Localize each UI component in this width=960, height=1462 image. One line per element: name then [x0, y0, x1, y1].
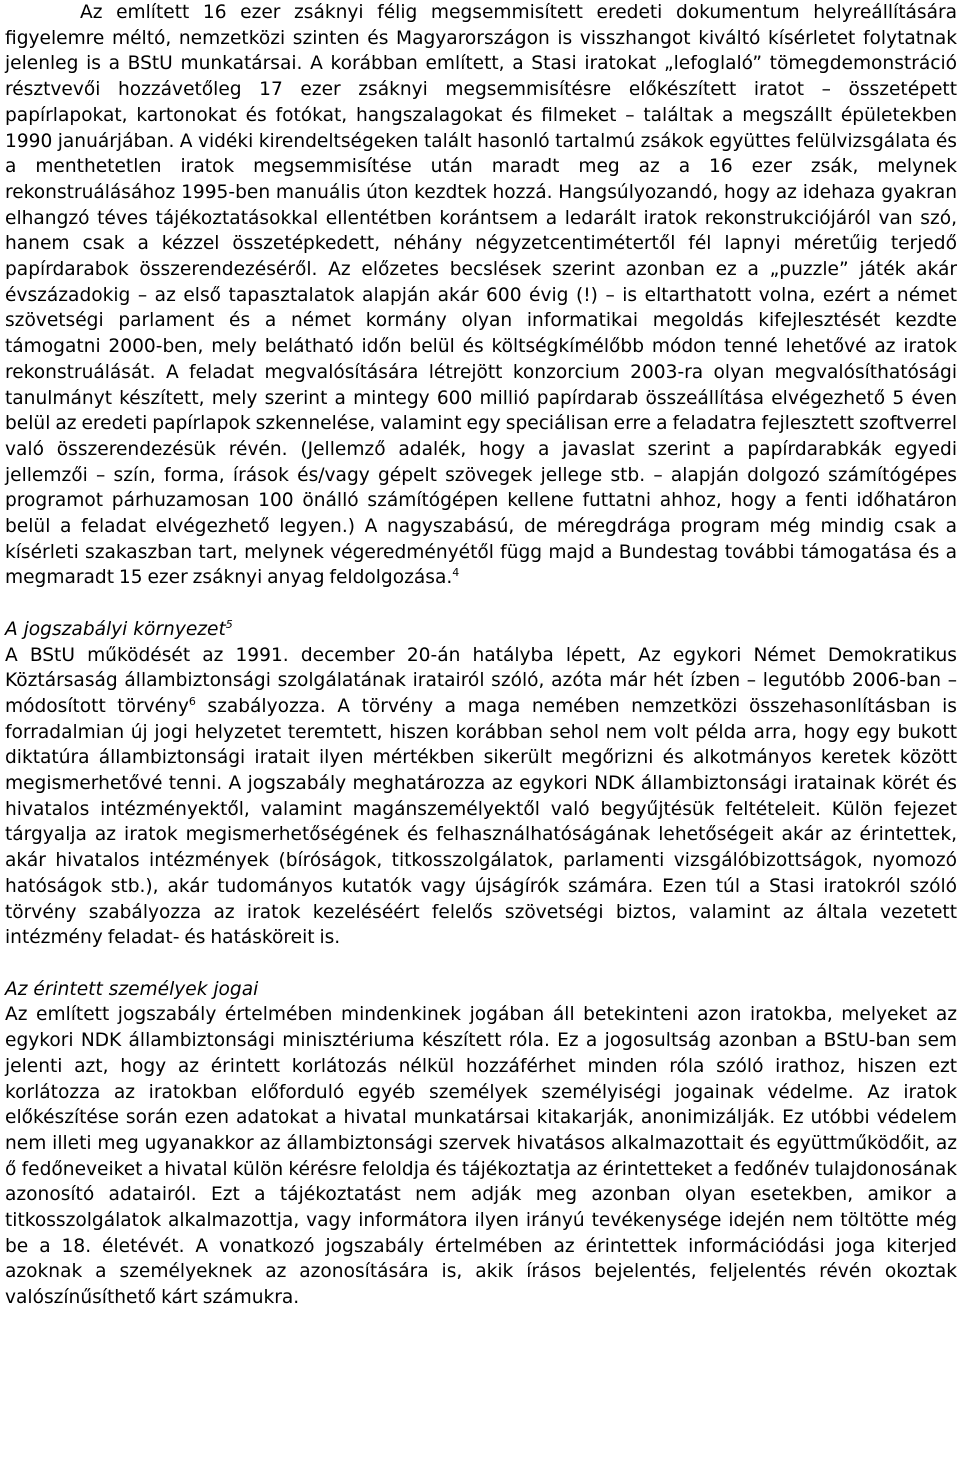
paragraph-text: Az említett 16 ezer zsáknyi félig megsemmisített eredeti dokumentum helyreállítására figyelemre méltó, nemzetközi szinten és Magyarországon is visszhangot kiváltó kísérletet folytatnak jelenleg is a BStU munkatársai. A korábban említett, a Stasi iratokat „lefoglaló” tömegdemonstráció résztvevői hozzávetőleg 17 ezer zsáknyi megsemmisítésre előkészített iratot – összetépett papírlapokat, kartonokat és fotókat, hangszalagokat és filmeket – találtak a megszállt épületekben 1990 januárjában. A vidéki kirendeltségeken talált hasonló tartalmú zsákok együttes felülvizsgálata és a menthetetlen iratok megsemmisítése után maradt meg az a 16 ezer zsák, melynek rekonstruálásához 1995-ben manuális úton kezdtek hozzá. Hangsúlyozandó, hogy az idehaza gyakran elhangzó téves tájékoztatásokkal ellentétben korántsem a ledarált iratok rekonstrukciójáról van szó, hanem csak a kézzel összetépkedett, néhány négyzetcentimétertől fél lapnyi méretűig terjedő papírdarabok összerendezéséről. Az előzetes becslések szerint azonban ez a „puzzle” játék akár évszázadokig – az első tapasztalatok alapján akár 600 évig (!) – is eltarthatott volna, ezért a német szövetségi parlament és a német kormány olyan informatikai megoldás kifejlesztését kezdte támogatni 2000-ben, mely belátható időn belül és költségkímélőbb módon tenné lehetővé az iratok rekonstruálását. A feladat megvalósítására létrejött konzorcium 2003-ra olyan megvalósíthatósági tanulmányt készített, mely szerint a mintegy 600 millió papírdarab összeállítása elvégezhető 5 éven belül az eredeti papírlapok szkennelése, valamint egy speciálisan erre a feladatra fejlesztett szoftverrel való összerendezésük révén. (Jellemző adalék, hogy a javaslat szerint a papírdarabkák egyedi jellemzői – szín, forma, írások és/vagy gépelt szövegek jellege stb. – alapján dolgozó számítógépes programot párhuzamosan 100 önálló számítógépen kellene futtatni ahhoz, hogy a fenti időhatáron belül a feladat elvégezhető legyen.) A nagyszabású, de méregdrága program még mindig csak a kísérleti szakaszban tart, melynek végeredményétől függ majd a Bundestag további támogatása és a megmaradt 15 ezer zsáknyi anyag feldolgozása.	[5, 2, 957, 589]
heading-text: A jogszabályi környezet	[5, 618, 226, 640]
section-heading-rights	[5, 977, 957, 1003]
footnote-ref[interactable]: 5	[225, 617, 233, 631]
paragraph-shredded-files	[5, 0, 957, 591]
paragraph-text: szabályozza. A törvény a maga nemében nemzetközi összehasonlításban is forradalmian új jogi helyzetet teremtett, hiszen korábban sehol nem volt példa arra, hogy egy bukott diktatúra állambiztonsági iratait ilyen mértékben sikerült megőrizni és alkotmányos keretek között megismerhetővé tenni. A jogszabály meghatározza az egykori NDK állambiztonsági iratainak körét és hivatalos intézményektől, valamint magánszemélyektől való begyűjtésük feltételeit. Külön fejezet tárgyalja az iratok megismerhetőségének és felhasználhatóságának lehetőségeit akár az érintettek, akár hivatalos intézmények (bíróságok, titkosszolgálatok, parlamenti vizsgálóbizottságok, nyomozó hatóságok stb.), akár tudományos kutatók vagy újságírók számára. Ezen túl a Stasi iratokról szóló törvény szabályozza az iratok kezeléséért felelős szövetségi biztos, valamint az általa vezetett intézmény feladat- és hatásköreit is.	[5, 695, 957, 949]
paragraph-text: Az említett jogszabály értelmében mindenkinek jogában áll betekinteni azon iratokba, melyeket az egykori NDK állambiztonsági minisztériuma készített róla. Ez a jogosultság azonban a BStU-ban sem jelenti azt, hogy az érintett korlátozás nélkül hozzáférhet minden róla szóló irathoz, hiszen ezt korlátozza az iratokban előforduló egyéb személyek személyiségi jogainak védelme. Az iratok előkészítése során ezen adatokat a hivatal munkatársai kitakarják, anonimizálják. Ez utóbbi védelem nem illeti meg ugyanakkor az állambiztonsági szervek hivatásos alkalmazottait és együttműködőit, az ő fedőneveiket a hivatal külön kérésre feloldja és tájékoztatja az érintetteket a fedőnév tulajdonosának azonosító adatairól. Ezt a tájékoztatást nem adják meg azonban olyan esetekben, amikor a titkosszolgálatok alkalmazottja, vagy informátora ilyen irányú tevékenysége idején nem töltötte még be a 18. életévét. A vonatkozó jogszabály értelmében az érintettek információdási joga kiterjed azoknak a személyeknek az azonosítására is, akik írásos bejelentés, feljelentés révén okoztak valószínűsíthető kárt számukra.	[5, 1004, 957, 1309]
footnote-ref[interactable]: 4	[452, 566, 460, 580]
heading-text: Az érintett személyek jogai	[5, 978, 259, 1000]
paragraph-text: A BStU működését az 1991. december 20-án hatályba lépett, Az egykori Német Demokratikus Köztársaság állambiztonsági szolgálatának iratairól szóló, azóta már hét ízben – legutóbb 2006-ban – módosított törvény	[5, 644, 957, 717]
section-heading-legal-environment	[5, 617, 957, 643]
paragraph-rights	[5, 1002, 957, 1310]
paragraph-bstu-law	[5, 643, 957, 951]
paragraph-gap	[5, 951, 957, 977]
paragraph-gap	[5, 591, 957, 617]
footnote-ref[interactable]: 6	[188, 694, 196, 708]
